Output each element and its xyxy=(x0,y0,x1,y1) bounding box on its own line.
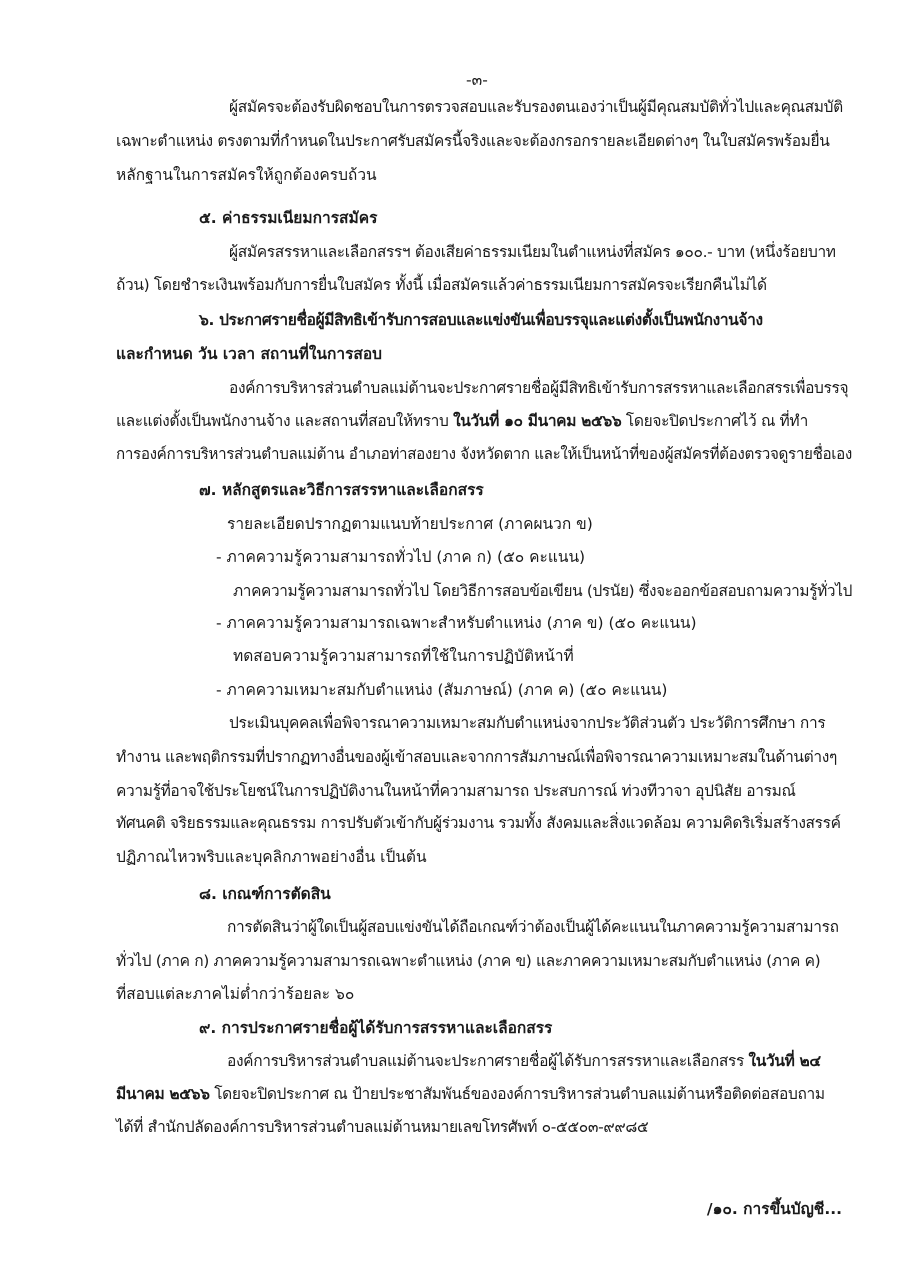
section-7-paragraph: ปฏิภาณไหวพริบและบุคลิกภาพอย่างอื่น เป็นต้น xyxy=(116,848,427,866)
section-6-text: และแต่งตั้งเป็นพนักงานจ้าง และสถานที่สอบให้ทราบ xyxy=(116,412,454,430)
section-7-item: - ภาคความเหมาะสมกับตำแหน่ง (สัมภาษณ์) (ภาค ค) (๕๐ คะแนน) xyxy=(216,681,668,699)
section-8-heading: ๘. เกณฑ์การตัดสิน xyxy=(199,885,331,903)
section-8-line: การตัดสินว่าผู้ใดเป็นผู้สอบแข่งขันได้ถือเกณฑ์ว่าต้องเป็นผู้ได้คะแนนในภาคความรู้ความสามารถ xyxy=(227,918,839,936)
section-6-line: การองค์การบริหารส่วนตำบลแม่ต้าน อำเภอท่าสองยาง จังหวัดตาก และให้เป็นหน้าที่ของผู้สมัครที่ต้องตรวจดูรายชื่อเอง xyxy=(116,445,852,463)
section-9-date: มีนาคม ๒๕๖๖ xyxy=(116,1085,210,1103)
section-6-date: ในวันที่ ๑๐ มีนาคม ๒๕๖๖ xyxy=(453,412,622,430)
section-9-line: ได้ที่ สำนักปลัดองค์การบริหารส่วนตำบลแม่ต้านหมายเลขโทรศัพท์ ๐-๕๕๐๓-๙๙๘๕ xyxy=(116,1118,649,1136)
section-9-text: องค์การบริหารส่วนตำบลแม่ต้านจะประกาศรายชื่อผู้ได้รับการสรรหาและเลือกสรร xyxy=(227,1052,749,1070)
section-7-item: - ภาคความรู้ความสามารถทั่วไป (ภาค ก) (๕๐ คะแนน) xyxy=(216,548,586,566)
section-7-detail: รายละเอียดปรากฏตามแนบท้ายประกาศ (ภาคผนวก ข) xyxy=(227,515,593,533)
page-number: -๓- xyxy=(466,71,488,89)
section-5-heading: ๕. ค่าธรรมเนียมการสมัคร xyxy=(199,209,378,227)
section-6-line xyxy=(116,410,808,432)
section-6-text: โดยจะปิดประกาศไว้ ณ ที่ทำ xyxy=(621,412,808,430)
section-9-text: โดยจะปิดประกาศ ณ ป้ายประชาสัมพันธ์ขององค์การบริหารส่วนตำบลแม่ต้านหรือติดต่อสอบถาม xyxy=(209,1085,825,1103)
section-7-paragraph: ทำงาน และพฤติกรรมที่ปรากฏทางอื่นของผู้เข้าสอบและจากการสัมภาษณ์เพื่อพิจารณาความเหมาะสมในด้านต่างๆ xyxy=(116,748,837,766)
section-7-paragraph: ทัศนคติ จริยธรรมและคุณธรรม การปรับตัวเข้ากับผู้ร่วมงาน รวมทั้ง สังคมและสิ่งแวดล้อม ความคิดริเริ่มสร้างสรรค์ xyxy=(116,814,841,832)
intro-line: ผู้สมัครจะต้องรับผิดชอบในการตรวจสอบและรับรองตนเองว่าเป็นผู้มีคุณสมบัติทั่วไปและคุณสมบัติ xyxy=(229,98,843,116)
section-7-item-desc: ภาคความรู้ความสามารถทั่วไป โดยวิธีการสอบข้อเขียน (ปรนัย) ซึ่งจะออกข้อสอบถามความรู้ทั่วไป xyxy=(233,582,852,600)
section-6-heading: ๖. ประกาศรายชื่อผู้มีสิทธิเข้ารับการสอบและแข่งขันเพื่อบรรจุและแต่งตั้งเป็นพนักงานจ้าง xyxy=(199,311,763,329)
section-9-line xyxy=(116,1083,825,1105)
section-7-heading: ๗. หลักสูตรและวิธีการสรรหาและเลือกสรร xyxy=(199,481,484,499)
section-9-date: ในวันที่ ๒๔ xyxy=(748,1052,821,1070)
section-6-line: องค์การบริหารส่วนตำบลแม่ต้านจะประกาศรายชื่อผู้มีสิทธิเข้ารับการสรรหาและเลือกสรรเพื่อบรรจุ xyxy=(229,379,849,397)
intro-line: หลักฐานในการสมัครให้ถูกต้องครบถ้วน xyxy=(116,166,377,184)
section-9-heading: ๙. การประกาศรายชื่อผู้ได้รับการสรรหาและเลือกสรร xyxy=(199,1019,553,1037)
section-5-line: ผู้สมัครสรรหาและเลือกสรรฯ ต้องเสียค่าธรรมเนียมในตำแหน่งที่สมัคร ๑๐๐.- บาท (หนึ่งร้อยบาท xyxy=(229,243,836,261)
section-9-line xyxy=(227,1050,821,1072)
section-7-item-desc: ทดสอบความรู้ความสามารถที่ใช้ในการปฏิบัติหน้าที่ xyxy=(233,647,574,665)
intro-line: เฉพาะตำแหน่ง ตรงตามที่กำหนดในประกาศรับสมัครนี้จริงและจะต้องกรอกรายละเอียดต่างๆ ในใบสมัครพร้อมยื่น xyxy=(116,132,830,150)
section-7-paragraph: ความรู้ที่อาจใช้ประโยชน์ในการปฏิบัติงานในหน้าที่ความสามารถ ประสบการณ์ ท่วงทีวาจา อุปนิสัย อารมณ์ xyxy=(116,782,796,800)
section-8-line: ทั่วไป (ภาค ก) ภาคความรู้ความสามารถเฉพาะตำแหน่ง (ภาค ข) และภาคความเหมาะสมกับตำแหน่ง (ภาค ค) xyxy=(116,952,821,970)
section-7-paragraph: ประเมินบุคคลเพื่อพิจารณาความเหมาะสมกับตำแหน่งจากประวัติส่วนตัว ประวัติการศึกษา การ xyxy=(229,714,826,732)
section-7-item: - ภาคความรู้ความสามารถเฉพาะสำหรับตำแหน่ง (ภาค ข) (๕๐ คะแนน) xyxy=(216,614,697,632)
continuation-note: /๑๐. การขึ้นบัญชี... xyxy=(706,1200,842,1218)
section-5-line: ถ้วน) โดยชำระเงินพร้อมกับการยื่นใบสมัคร ทั้งนี้ เมื่อสมัครแล้วค่าธรรมเนียมการสมัครจะเรียกคืนไม่ได้ xyxy=(116,276,767,294)
section-6-heading: และกำหนด วัน เวลา สถานที่ในการสอบ xyxy=(116,345,383,363)
section-8-line: ที่สอบแต่ละภาคไม่ต่ำกว่าร้อยละ ๖๐ xyxy=(116,985,355,1003)
